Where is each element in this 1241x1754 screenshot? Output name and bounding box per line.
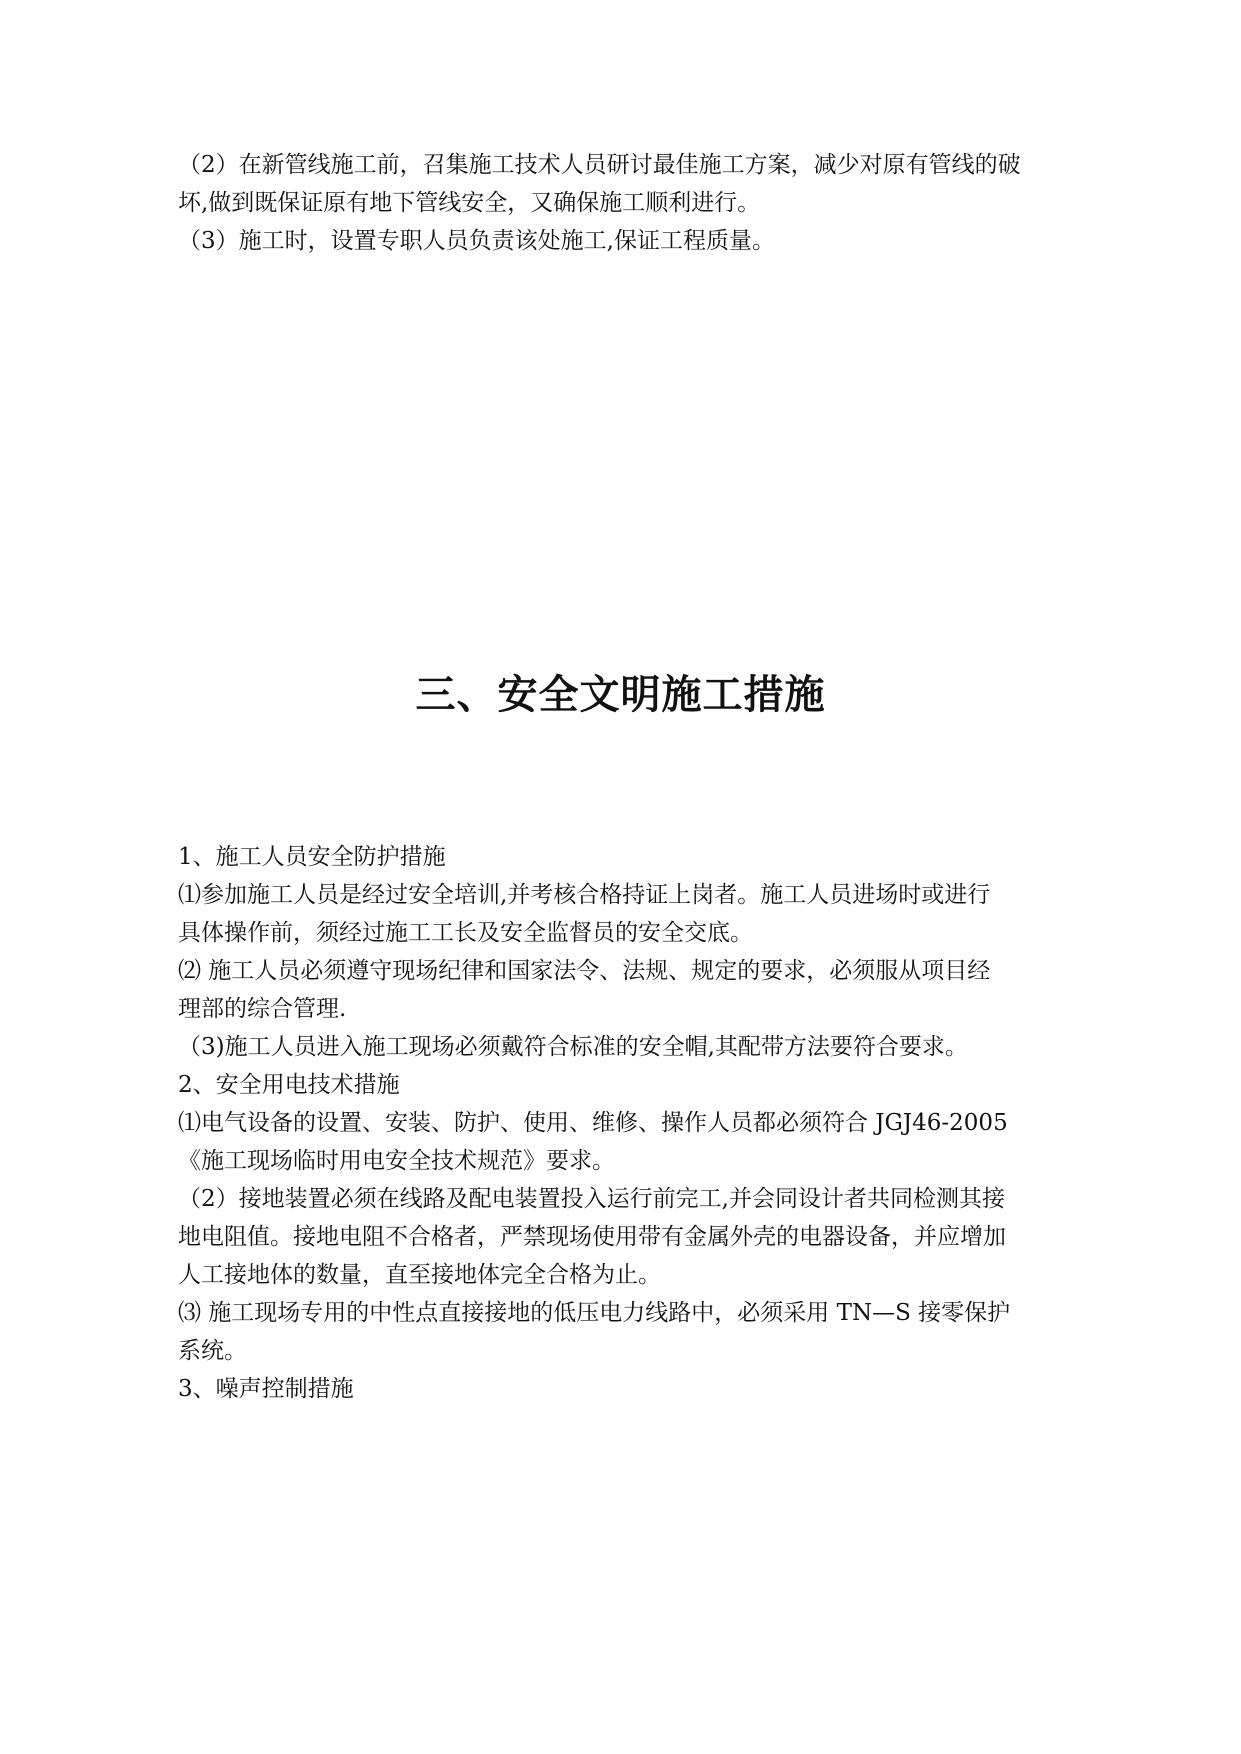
text-line: ⑴电气设备的设置、安装、防护、使用、维修、操作人员都必须符合 JGJ46-2005 <box>178 1110 1008 1136</box>
text-line: （3）施工时，设置专职人员负责该处施工,保证工程质量。 <box>178 228 775 254</box>
text-line: 具体操作前，须经过施工工长及安全监督员的安全交底。 <box>178 920 753 946</box>
text-line: （2）接地装置必须在线路及配电装置投入运行前完工,并会同设计者共同检测其接 <box>178 1186 1005 1212</box>
main-text-block <box>178 838 1083 1408</box>
text-line: 理部的综合管理. <box>178 996 347 1022</box>
text-line: 坏,做到既保证原有地下管线安全，又确保施工顺利进行。 <box>178 190 761 216</box>
text-line: 地电阻值。接地电阻不合格者，严禁现场使用带有金属外壳的电器设备，并应增加 <box>178 1224 1006 1250</box>
text-line: 人工接地体的数量，直至接地体完全合格为止。 <box>178 1262 661 1288</box>
section-heading: 三、安全文明施工措施 <box>415 672 826 718</box>
section-1-item-3 <box>178 1028 1083 1066</box>
text-line: 1、施工人员安全防护措施 <box>178 844 446 870</box>
text-line: （2）在新管线施工前，召集施工技术人员研讨最佳施工方案，减少对原有管线的破 <box>178 152 1021 178</box>
text-line: ⑶ 施工现场专用的中性点直接接地的低压电力线路中，必须采用 TN—S 接零保护 <box>178 1300 1011 1326</box>
top-text-block <box>178 146 1083 260</box>
text-line: 3、噪声控制措施 <box>178 1376 354 1402</box>
section-2-item-1 <box>178 1104 1083 1180</box>
paragraph-item-2 <box>178 146 1083 222</box>
text-line: ⑵ 施工人员必须遵守现场纪律和国家法令、法规、规定的要求，必须服从项目经 <box>178 958 991 984</box>
text-line: ⑴参加施工人员是经过安全培训,并考核合格持证上岗者。施工人员进场时或进行 <box>178 882 991 908</box>
text-line: （3)施工人员进入施工现场必须戴符合标准的安全帽,其配带方法要符合要求。 <box>178 1034 968 1060</box>
section-2-title <box>178 1066 1083 1104</box>
section-2-item-2 <box>178 1180 1083 1294</box>
section-1-item-2 <box>178 952 1083 1028</box>
section-2-item-3 <box>178 1294 1083 1370</box>
text-line: 《施工现场临时用电安全技术规范》要求。 <box>178 1148 615 1174</box>
section-3-title <box>178 1370 1083 1408</box>
text-line: 2、安全用电技术措施 <box>178 1072 400 1098</box>
text-line: 系统。 <box>178 1338 247 1364</box>
section-1-title <box>178 838 1083 876</box>
section-1-item-1 <box>178 876 1083 952</box>
paragraph-item-3 <box>178 222 1083 260</box>
